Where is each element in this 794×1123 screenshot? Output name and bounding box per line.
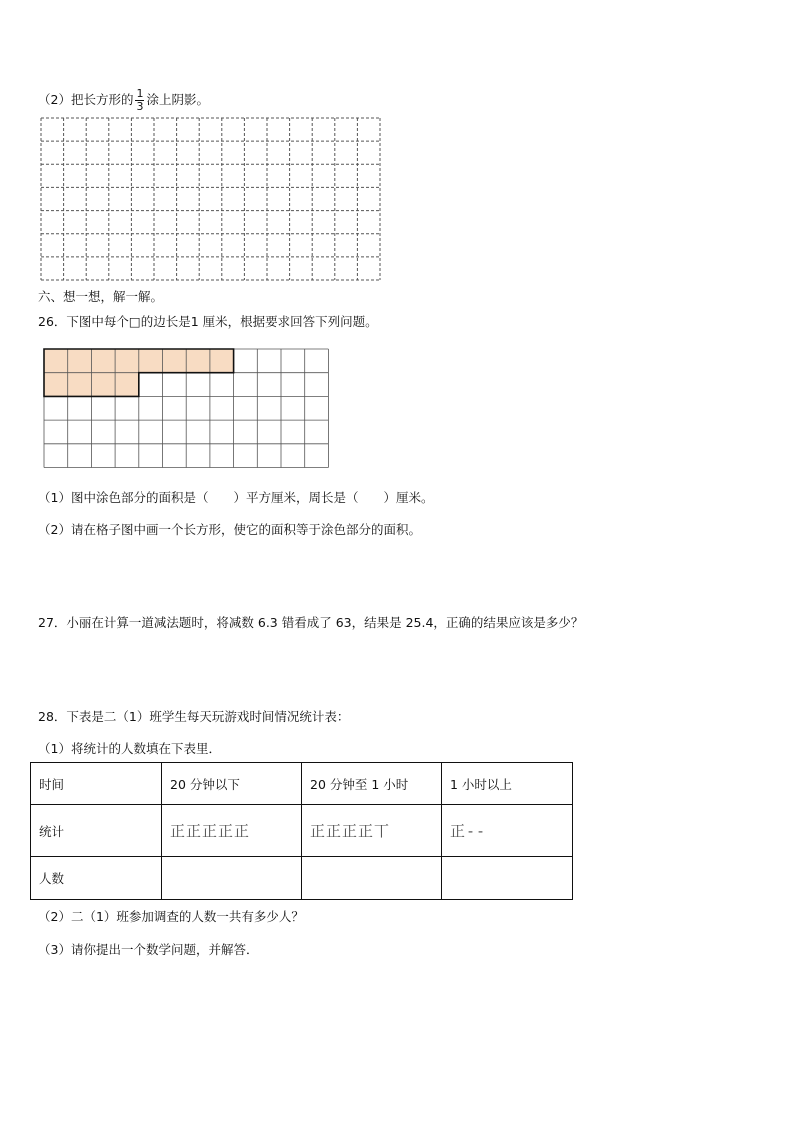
shaded-cell [210, 349, 234, 373]
header-cell-20-min-to-1-hour: 20 分钟至 1 小时 [302, 763, 442, 805]
shaded-cell [68, 373, 92, 397]
row-label-count: 人数 [31, 857, 162, 900]
q26-stem: 26．下图中每个□的边长是1 厘米，根据要求回答下列问题。 [38, 314, 378, 329]
shaded-cell [139, 349, 163, 373]
section-6-title: 六、想一想，解一解。 [38, 289, 164, 304]
q25-part2-question [38, 88, 209, 113]
row-label-tally: 统计 [31, 805, 162, 857]
dashed-rectangle-grid [41, 118, 380, 280]
fraction-denominator: 3 [136, 100, 144, 113]
q27-stem: 27．小丽在计算一道减法题时，将减数 6.3 错看成了 63，结果是 25.4，正确的结果应该是多少？ [38, 615, 584, 630]
q26-part1: （1）图中涂色部分的面积是（ ）平方厘米，周长是（ ）厘米。 [38, 490, 434, 505]
q26-square-grid [44, 349, 329, 469]
shaded-cell [68, 349, 92, 373]
tally-under-20-min: 正正正正正 [162, 805, 302, 857]
q28-part3: （3）请你提出一个数学问题，并解答． [38, 942, 259, 957]
table-row-tally [31, 805, 573, 857]
q25-part2-suffix: 涂上阴影。 [146, 92, 209, 107]
table-row-count [31, 857, 573, 900]
shaded-cell [44, 373, 68, 397]
count-20-min-to-1-hour[interactable] [302, 857, 442, 900]
shaded-cell [91, 373, 115, 397]
game-time-tally-table [30, 762, 573, 900]
shaded-cell [115, 373, 139, 397]
tally-over-1-hour: 正-- [442, 805, 573, 857]
shaded-cell [163, 349, 187, 373]
q25-part2-prefix: （2）把长方形的 [38, 92, 134, 107]
shaded-cell [115, 349, 139, 373]
shaded-cell [44, 349, 68, 373]
q28-stem: 28．下表是二（1）班学生每天玩游戏时间情况统计表： [38, 709, 350, 724]
shaded-cell [186, 349, 210, 373]
header-cell-over-1-hour: 1 小时以上 [442, 763, 573, 805]
count-under-20-min[interactable] [162, 857, 302, 900]
tally-20-min-to-1-hour: 正正正正丅 [302, 805, 442, 857]
one-third-fraction [135, 88, 144, 113]
fraction-numerator: 1 [136, 87, 144, 100]
table-header-row [31, 763, 573, 805]
q26-part2: （2）请在格子图中画一个长方形，使它的面积等于涂色部分的面积。 [38, 522, 421, 537]
count-over-1-hour[interactable] [442, 857, 573, 900]
q28-part1: （1）将统计的人数填在下表里． [38, 741, 221, 756]
shaded-cell [91, 349, 115, 373]
header-cell-time: 时间 [31, 763, 162, 805]
q28-part2: （2）二（1）班参加调查的人数一共有多少人？ [38, 909, 304, 924]
header-cell-under-20-min: 20 分钟以下 [162, 763, 302, 805]
